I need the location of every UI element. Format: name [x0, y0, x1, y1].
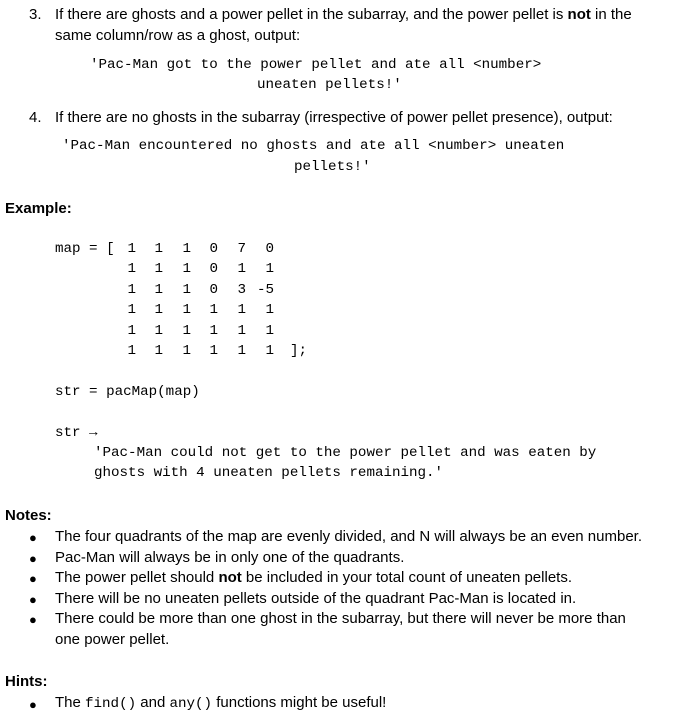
bullet-icon: ●	[29, 530, 37, 545]
function-call: str = pacMap(map)	[55, 384, 200, 400]
map-cell: 1	[265, 302, 274, 319]
map-cell: 0	[209, 281, 218, 298]
map-cell: 1	[182, 302, 191, 319]
map-cell: -5	[256, 281, 274, 298]
emphasis: not	[218, 569, 242, 586]
code-find: find()	[85, 696, 137, 712]
result-string: ghosts with 4 uneaten pellets remaining.'	[94, 465, 444, 481]
map-cell: 1	[209, 343, 218, 359]
example-heading: Example:	[5, 200, 72, 217]
map-cell: 1	[182, 322, 191, 339]
output-string: 'Pac-Man encountered no ghosts and ate all <number> uneaten	[62, 138, 565, 154]
map-cell: 1	[154, 343, 163, 359]
map-cell: 1	[127, 343, 136, 359]
result-label: str →	[55, 425, 98, 441]
map-prefix: map = [	[55, 241, 115, 257]
map-cell: 1	[182, 343, 191, 359]
map-cell: 3	[237, 281, 246, 298]
map-cell: 1	[182, 281, 191, 298]
map-cell: 1	[154, 261, 163, 278]
list-item-continuation: one power pellet.	[55, 631, 170, 648]
map-cell: 0	[209, 241, 218, 257]
map-cell: 1	[127, 241, 136, 257]
map-cell: 0	[209, 261, 218, 278]
rule-number: 3.	[29, 6, 42, 23]
map-cell: 0	[265, 241, 274, 257]
map-cell: 1	[154, 302, 163, 319]
bullet-icon: ●	[29, 551, 37, 566]
map-cell: 1	[154, 241, 163, 257]
map-cell: 1	[265, 322, 274, 339]
bullet-icon: ●	[29, 612, 37, 627]
map-cell: 7	[237, 241, 246, 257]
output-string: 'Pac-Man got to the power pellet and ate all <number>	[90, 57, 542, 73]
map-cell: 1	[237, 343, 246, 359]
map-cell: 1	[209, 302, 218, 319]
map-cell: 1	[154, 281, 163, 298]
map-cell: 1	[237, 302, 246, 319]
list-item: The power pellet should not be included in your total count of uneaten pellets.	[55, 569, 572, 586]
map-cell: 1	[127, 322, 136, 339]
map-cell: 1	[127, 261, 136, 278]
list-item: There will be no uneaten pellets outside of the quadrant Pac-Man is located in.	[55, 590, 577, 607]
output-string: pellets!'	[294, 159, 371, 175]
map-cell: 1	[209, 322, 218, 339]
code-any: any()	[169, 696, 213, 712]
map-cell: 1	[127, 281, 136, 298]
notes-heading: Notes:	[5, 507, 52, 524]
map-cell: 1	[265, 261, 274, 278]
emphasis: not	[567, 6, 591, 23]
list-item: Pac-Man will always be in only one of the quadrants.	[55, 549, 405, 566]
map-cell: 1	[237, 322, 246, 339]
hint-item: The find() and any() functions might be useful!	[55, 694, 387, 712]
rule-number: 4.	[29, 109, 42, 126]
map-cell: 1	[127, 302, 136, 319]
map-cell: 1	[265, 343, 274, 359]
bullet-icon: ●	[29, 571, 37, 586]
bullet-icon: ●	[29, 592, 37, 607]
map-cell: 1	[182, 241, 191, 257]
map-cell: 1	[182, 261, 191, 278]
list-item: The four quadrants of the map are evenly divided, and N will always be an even number.	[55, 528, 643, 545]
rule-text: If there are ghosts and a power pellet in the subarray, and the power pellet is not in the	[55, 6, 632, 23]
map-cell: 1	[237, 261, 246, 278]
output-string: uneaten pellets!'	[257, 77, 402, 93]
list-item: There could be more than one ghost in the subarray, but there will never be more than	[55, 610, 626, 627]
result-string: 'Pac-Man could not get to the power pellet and was eaten by	[94, 445, 597, 461]
map-cell: 1	[154, 322, 163, 339]
rule-text: same column/row as a ghost, output:	[55, 27, 301, 44]
hints-heading: Hints:	[5, 673, 48, 690]
map-suffix: ];	[290, 343, 308, 359]
rule-text: If there are no ghosts in the subarray (irrespective of power pellet presence), output:	[55, 109, 613, 126]
bullet-icon: ●	[29, 697, 37, 712]
